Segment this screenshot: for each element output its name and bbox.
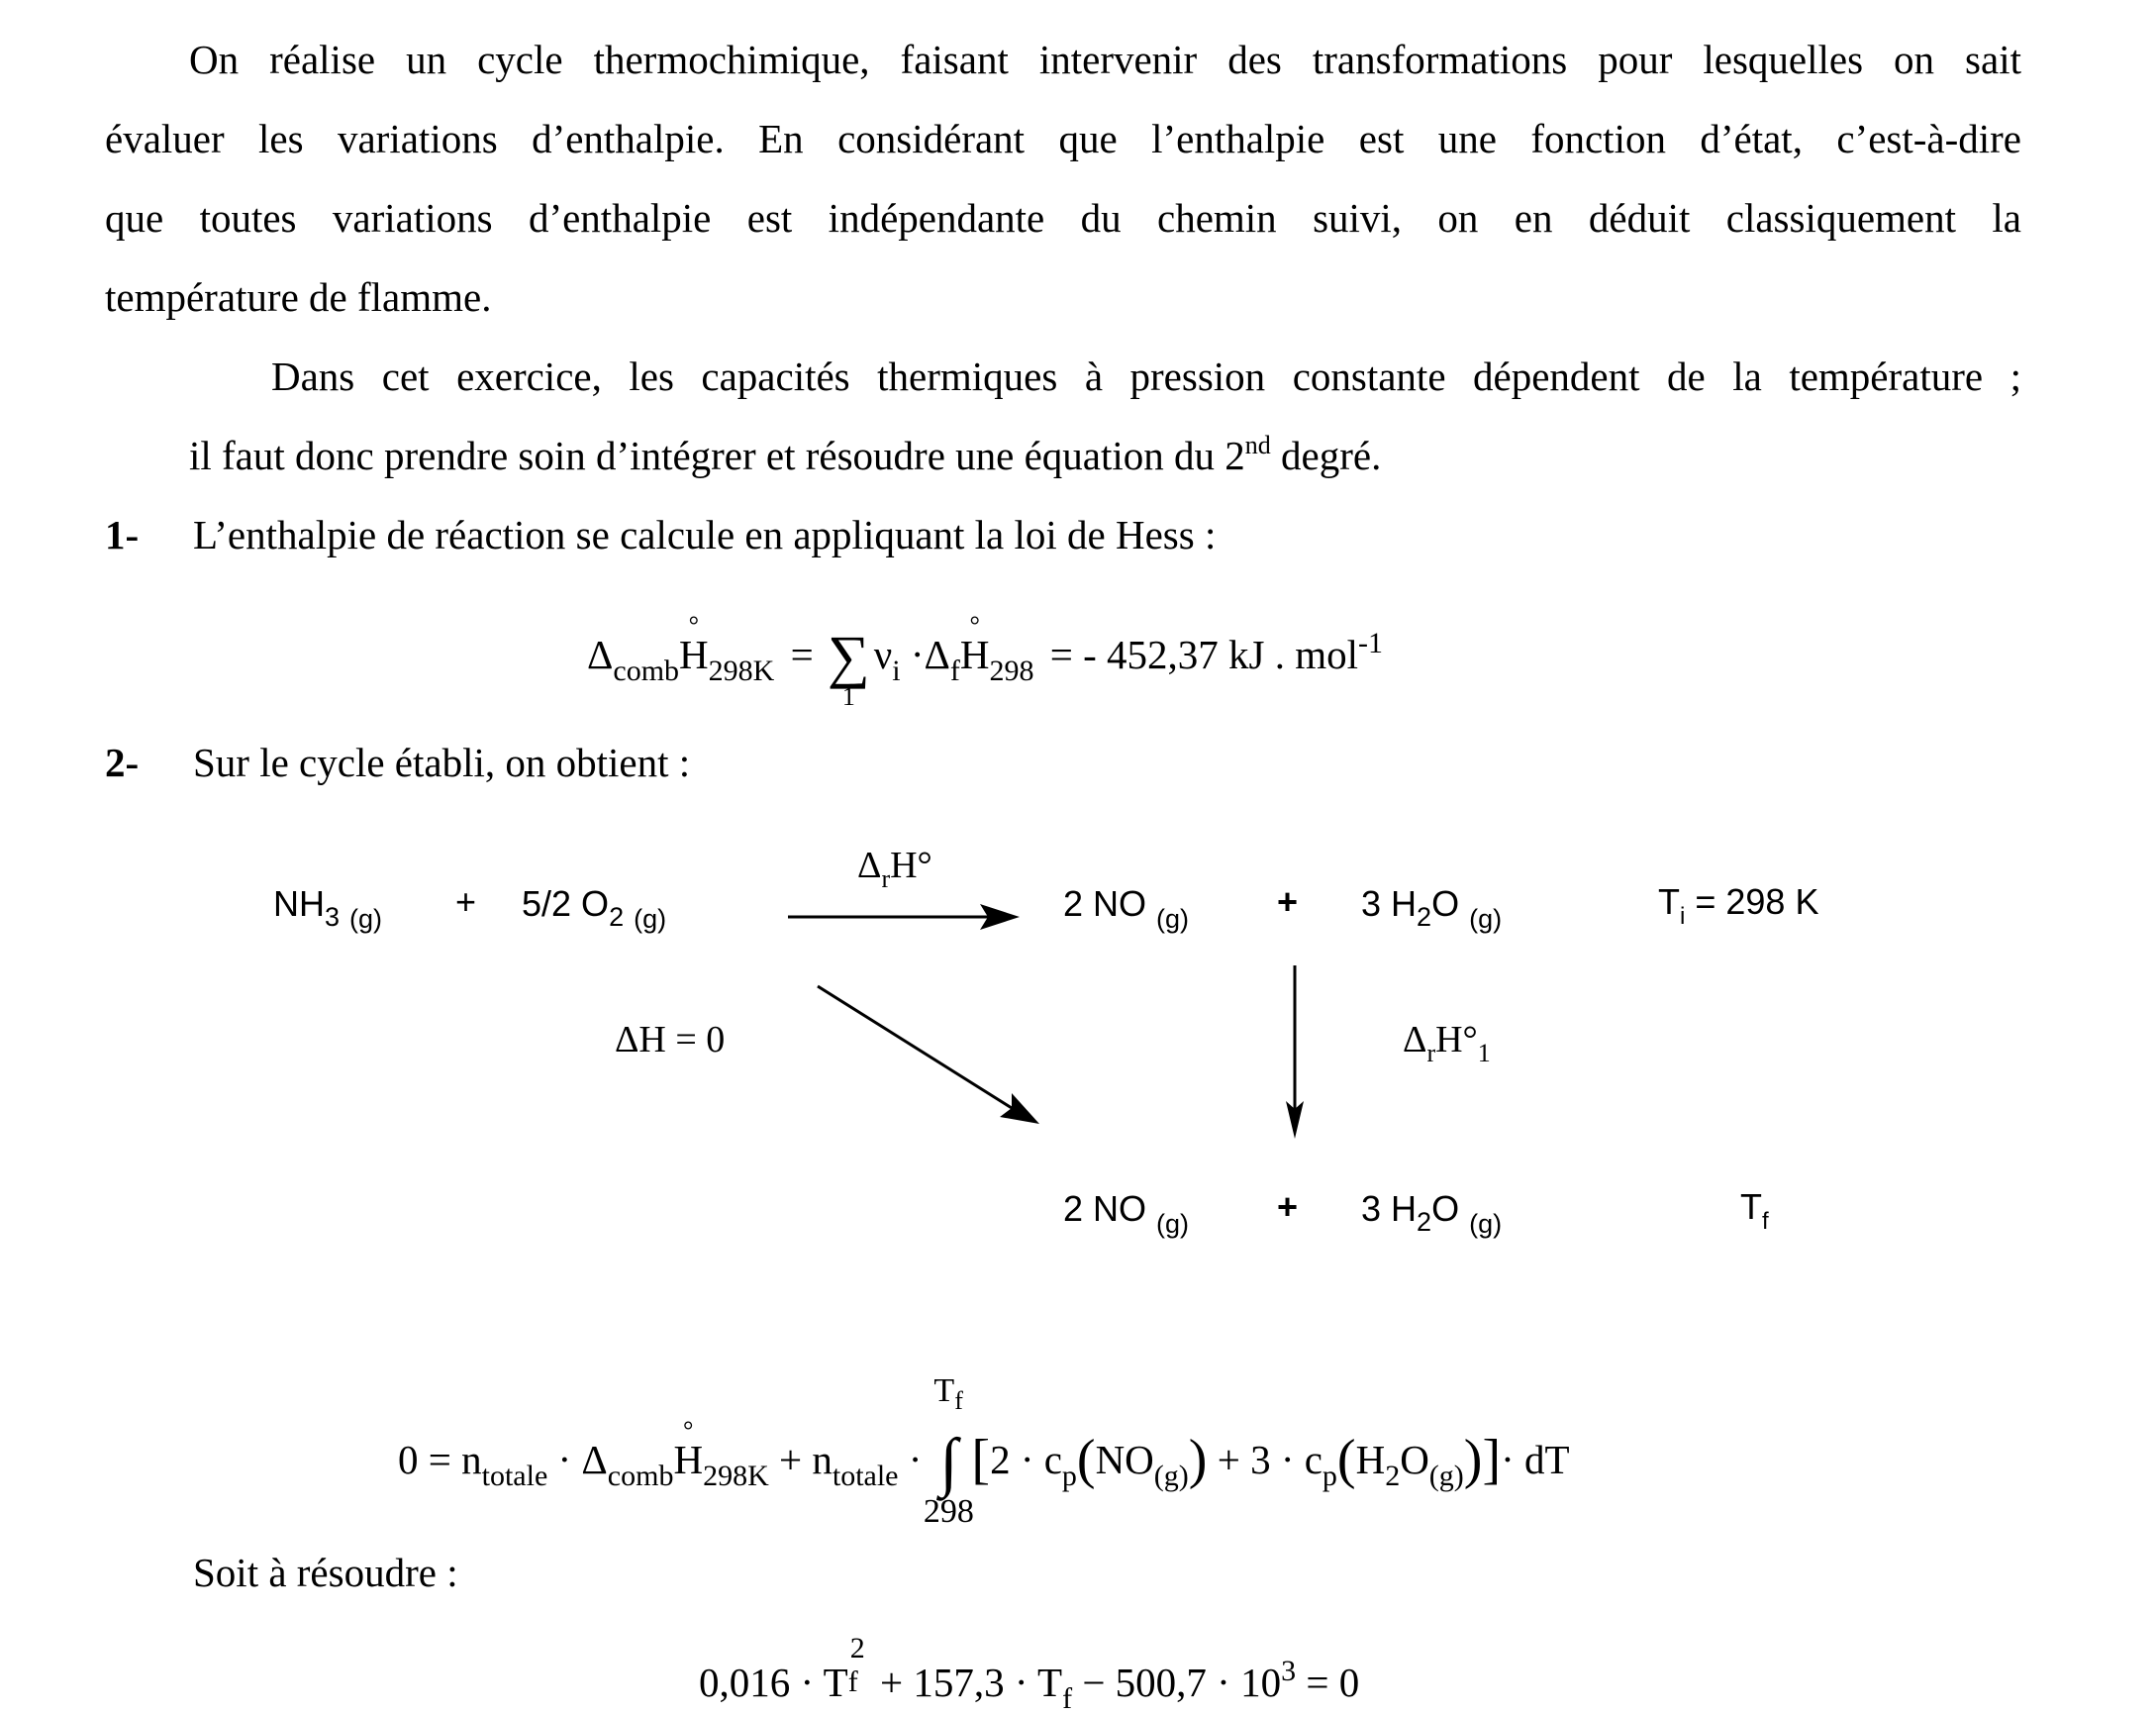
bracket-open: [ bbox=[971, 1429, 991, 1490]
reactant-o2: 5/2 $O_2$ $_{(g)}$ bbox=[522, 883, 667, 934]
paren-open-2: ( bbox=[1336, 1429, 1356, 1490]
note-text-end: degré. bbox=[1270, 433, 1382, 478]
intro-line-1: On réalise un cycle thermochimique, faisant intervenir des transformations pour lesquelles on sait bbox=[189, 37, 2021, 82]
result-exponent: -1 bbox=[1358, 627, 1384, 659]
reaction-arrow-icon bbox=[788, 904, 1020, 930]
result-value: = - 452,37 kJ . mol bbox=[1049, 632, 1359, 677]
delta-symbol: Δ bbox=[587, 632, 614, 677]
dot-2: · bbox=[908, 1437, 923, 1482]
section-1-text: L’enthalpie de réaction se calcule en appliquant la loi de Hess : bbox=[193, 512, 1217, 557]
reaction-enthalpy-label: $\Delta_rH^\circ$ bbox=[857, 845, 932, 893]
section-1-number: 1- bbox=[105, 512, 140, 557]
product-plus-bottom: + bbox=[1277, 1186, 1299, 1227]
temperature-subscript-3: 298K bbox=[703, 1460, 769, 1492]
paren-open-1: ( bbox=[1076, 1429, 1096, 1490]
sum-symbol: ∑ 1 bbox=[827, 624, 870, 711]
temperature-subscript: 298K bbox=[708, 655, 775, 687]
adiabatic-label: ΔH = 0 bbox=[615, 1019, 726, 1060]
heating-enthalpy-label: $\Delta_rH^\circ_1$ bbox=[1403, 1019, 1491, 1067]
note-superscript: nd bbox=[1244, 431, 1271, 459]
note-line-1: Dans cet exercice, les capacités thermiques à pression constante dépendent de la température ; bbox=[271, 353, 2021, 399]
reactant-nh3: $NH_3$ $_{(g)}$ bbox=[273, 883, 383, 934]
comb-subscript-2: comb bbox=[607, 1460, 674, 1492]
n-total: n bbox=[461, 1437, 482, 1482]
intro-line-4: température de flamme. bbox=[105, 274, 492, 320]
intro-line-3: que toutes variations d’enthalpie est indépendante du chemin suivi, on en déduit classiquement la bbox=[105, 195, 2021, 241]
standard-degree-3: ° bbox=[683, 1416, 694, 1445]
term-a-exponent: 2 bbox=[849, 1632, 865, 1665]
equals-sign: = bbox=[790, 632, 814, 677]
plus-1: + bbox=[778, 1437, 803, 1482]
initial-temperature: $T_i = 298$ K bbox=[1658, 881, 1819, 930]
product-plus-top: + bbox=[1277, 881, 1299, 922]
term-a-subscript: f bbox=[847, 1665, 858, 1698]
product-no-bottom: 2 NO $_{(g)}$ bbox=[1063, 1188, 1190, 1239]
note-text: il faut donc prendre soin d’intégrer et résoudre une équation du 2 bbox=[189, 433, 1245, 478]
n-total-subscript-2: totale bbox=[832, 1460, 899, 1492]
product-h2o-top: 3 $H_2O$ $_{(g)}$ bbox=[1361, 883, 1503, 934]
n-total-subscript: totale bbox=[481, 1460, 548, 1492]
delta-f-symbol: Δ bbox=[924, 632, 950, 677]
standard-degree: ° bbox=[688, 611, 700, 640]
enthalpy-symbol-2: H ° bbox=[959, 611, 990, 677]
term-a-indices bbox=[847, 1632, 870, 1698]
sum-lower-limit: 1 bbox=[841, 682, 855, 711]
integral-symbol: ∫ $T_f$ 298 bbox=[923, 1372, 974, 1530]
f-subscript: f bbox=[949, 655, 960, 687]
dot-operator: · bbox=[910, 632, 925, 677]
solve-label: Soit à résoudre : bbox=[193, 1550, 458, 1595]
reactant-plus: + bbox=[455, 881, 477, 922]
h-species: H bbox=[1355, 1437, 1386, 1482]
section-2-number: 2- bbox=[105, 740, 140, 785]
h2-subscript: 2 bbox=[1385, 1460, 1401, 1492]
rhs: = 0 bbox=[1306, 1660, 1360, 1705]
cp-subscript-1: p bbox=[1061, 1460, 1077, 1492]
vertical-arrow-icon bbox=[1286, 965, 1304, 1139]
balance-equation bbox=[398, 1372, 1570, 1530]
n-total-2: n bbox=[812, 1437, 833, 1482]
integral-upper-limit: $T_f$ bbox=[933, 1372, 963, 1415]
section-2-text: Sur le cycle établi, on obtient : bbox=[193, 740, 691, 785]
o-species: O bbox=[1400, 1437, 1429, 1482]
term-b: + 157,3 · T bbox=[879, 1660, 1063, 1705]
temperature-subscript-2: 298 bbox=[989, 655, 1034, 687]
paren-close-2: ) bbox=[1463, 1429, 1483, 1490]
term-2: 3 · c bbox=[1250, 1437, 1323, 1482]
quadratic-equation bbox=[699, 1632, 1360, 1715]
term-c-exponent: 3 bbox=[1281, 1655, 1297, 1687]
intro-line-2: évaluer les variations d’enthalpie. En considérant que l’enthalpie est une fonction d’état, c’est-à-dire bbox=[105, 116, 2021, 161]
delta-comb: Δ bbox=[581, 1437, 608, 1482]
state-2: (g) bbox=[1428, 1460, 1464, 1492]
nu-symbol: ν bbox=[873, 632, 893, 677]
comb-subscript: comb bbox=[613, 655, 680, 687]
state-1: (g) bbox=[1153, 1460, 1189, 1492]
integral-lower-limit: 298 bbox=[923, 1493, 974, 1530]
lhs-zero: 0 = bbox=[398, 1437, 451, 1482]
nu-subscript: i bbox=[892, 655, 901, 687]
product-no-top: 2 NO $_{(g)}$ bbox=[1063, 883, 1190, 934]
standard-degree-2: ° bbox=[969, 611, 980, 640]
plus-2: + bbox=[1217, 1437, 1240, 1482]
no-species: NO bbox=[1095, 1437, 1154, 1482]
term-1: 2 · c bbox=[990, 1437, 1062, 1482]
cp-subscript-2: p bbox=[1322, 1460, 1337, 1492]
term-b-subscript: f bbox=[1062, 1682, 1073, 1715]
diagonal-arrow-icon bbox=[818, 986, 1039, 1124]
dT: · dT bbox=[1501, 1437, 1570, 1482]
dot-1: · bbox=[557, 1437, 572, 1482]
paren-close-1: ) bbox=[1188, 1429, 1208, 1490]
product-h2o-bottom: 3 $H_2O$ $_{(g)}$ bbox=[1361, 1188, 1503, 1239]
enthalpy-symbol: H ° bbox=[679, 611, 709, 677]
enthalpy-symbol-3: H ° bbox=[673, 1416, 704, 1482]
term-a: 0,016 · T bbox=[699, 1660, 848, 1705]
term-c: − 500,7 · 10 bbox=[1082, 1660, 1282, 1705]
bracket-close: ] bbox=[1482, 1429, 1502, 1490]
final-temperature: $T_f$ bbox=[1740, 1186, 1769, 1235]
